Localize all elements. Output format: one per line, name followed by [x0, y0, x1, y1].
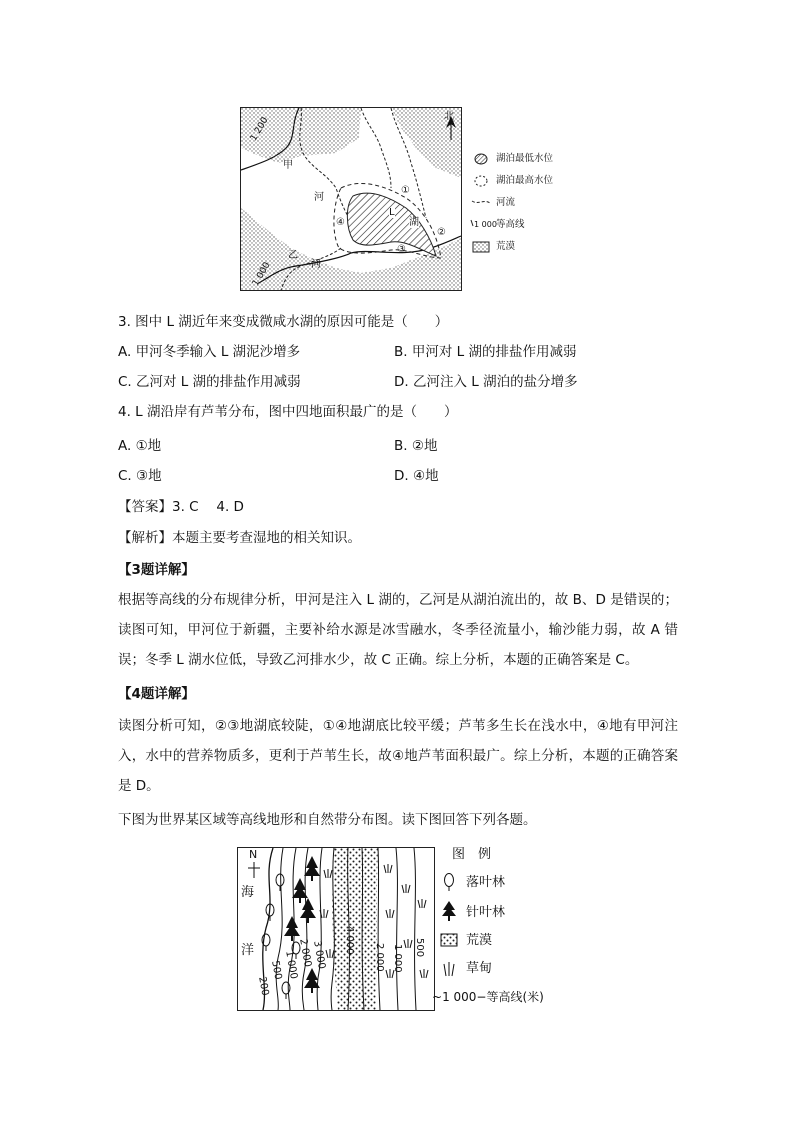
contour-label-1000: 1 000 [251, 260, 273, 288]
contour-label-500-east: 500 [414, 938, 425, 958]
river-jia-label: 甲 [283, 160, 293, 171]
river-yi-he-label: 河 [311, 259, 321, 270]
q4-stem: 4. L 湖沿岸有芦苇分布，图中四地面积最广的是（ ） [118, 404, 458, 420]
river-tributary-1 [361, 108, 391, 188]
grass-icon [326, 949, 334, 958]
contour-label-4000: 4 000 [344, 926, 355, 955]
contour-label-3000-west: 3 000 [311, 939, 327, 970]
contour-map-legend [432, 847, 568, 1007]
site-3-label: ③ [397, 244, 406, 255]
contour-2000-east [378, 848, 380, 1010]
legend-title: 图 例 [452, 847, 492, 862]
answer-line: 【答案】3. C 4. D [118, 499, 244, 515]
q4-option-c: C. ③地 [118, 468, 162, 484]
intro-line: 下图为世界某区域等高线地形和自然带分布图。读下图回答下列各题。 [118, 812, 537, 828]
contour-map-figure [237, 847, 435, 1011]
river-line-icon [470, 196, 492, 210]
grass-icon [320, 909, 328, 918]
hatched-circle-icon [470, 152, 492, 166]
contour-label-1000-east: 1 000 [392, 944, 403, 973]
legend-contour-value: 1 000 [442, 990, 477, 1004]
contour-label-1200: 1 200 [249, 115, 271, 143]
q4-option-d: D. ④地 [394, 468, 439, 484]
conifer-tree-icon [441, 901, 457, 921]
grass-icon [386, 909, 394, 918]
site-1-label: ① [401, 185, 410, 196]
legend-desert-label: 荒漠 [466, 933, 493, 948]
lake-label-l: L [389, 207, 395, 218]
contour-500-east [414, 848, 416, 1010]
desert-dots-icon [440, 933, 458, 947]
contour-label-2000-west: 2 000 [297, 937, 313, 968]
contour-1000-east [396, 848, 398, 1010]
north-label: 北 [444, 111, 454, 122]
grass-icon [418, 899, 426, 908]
conifer-tree-icon [284, 916, 300, 941]
site-4-label: ④ [336, 217, 345, 228]
q3-detail-heading: 【3题详解】 [118, 562, 195, 578]
dashed-circle-icon [470, 174, 492, 188]
dotted-box-icon [470, 240, 492, 254]
q3-stem: 3. 图中 L 湖近年来变成微咸水湖的原因可能是（ ） [118, 314, 449, 330]
grass-icon [402, 884, 410, 893]
grass-icon [442, 959, 456, 977]
legend-conifer-label: 针叶林 [466, 905, 506, 920]
grass-icon [324, 869, 332, 878]
grass-icon [404, 939, 412, 948]
q3-option-a: A. 甲河冬季输入 L 湖泥沙增多 [118, 344, 301, 360]
desert-band [332, 848, 378, 1010]
broadleaf-tree-icon [442, 873, 456, 891]
q4-detail-heading: 【4题详解】 [118, 686, 195, 702]
q3-option-c: C. 乙河对 L 湖的排盐作用减弱 [118, 374, 301, 390]
q4-detail-text: 读图分析可知，②③地湖底较陡，①④地湖底比较平缓；芦苇多生长在浅水中，④地有甲河注入，水中的营养物质多，更利于芦苇生长，故④地芦苇面积最广。综上分析，本题的正确答案是 D。 [118, 718, 678, 794]
contour-label-2000-east: 2 000 [374, 943, 385, 972]
lake-lowest-level [347, 193, 436, 256]
contour-label-500-west: 500 [269, 959, 284, 981]
lake-label-hu: 湖 [409, 217, 419, 228]
river-yi-label: 乙 [288, 250, 298, 261]
sea-label-2: 洋 [241, 943, 255, 958]
lake-map-figure [240, 107, 462, 291]
legend-contour-label: 等高线(米) [486, 990, 544, 1004]
river-jia-he-label: 河 [314, 192, 324, 203]
legend-contour-value: 1 000 [474, 220, 497, 229]
broadleaf-tree-icon [276, 874, 284, 891]
analysis-line: 【解析】本题主要考查湿地的相关知识。 [118, 530, 361, 546]
q3-option-b: B. 甲河对 L 湖的排盐作用减弱 [394, 344, 577, 360]
conifer-tree-icon [300, 898, 316, 923]
legend-grass-label: 草甸 [466, 961, 493, 976]
q4-option-a: A. ①地 [118, 438, 162, 454]
site-2-label: ② [437, 227, 446, 238]
q3-detail-text: 根据等高线的分布规律分析，甲河是注入 L 湖的，乙河是从湖泊流出的，故 B、D 是错误的；读图可知，甲河位于新疆，主要补给水源是冰雪融水，冬季径流量小，输沙能力弱，故 A 错误；冬季 L 湖水位低，导致乙河排水少，故 C 正确。综上分析，本题的正确答案是 C。 [118, 592, 678, 668]
legend-deciduous-label: 落叶林 [466, 875, 506, 890]
lake-map-drawing [241, 108, 461, 290]
grass-icon [420, 969, 428, 978]
contour-label-200: 200 [256, 975, 271, 997]
sea-label-1: 海 [241, 885, 255, 900]
north-label: N [249, 848, 258, 861]
legend-contour-line: ~1 000−等高线(米) [432, 990, 544, 1004]
document-page: 北 1 200 1 000 甲 河 乙 河 L 湖 ① ② ③ ④ 湖泊最低水位 湖泊最高水位 河流 1 000 等高线 荒漠 3. 图中 L 湖近年来变成微咸水湖的原因可能是（ ） A. 甲河冬季输入 L 湖泥沙增多 B. 甲河对 L 湖的排盐作用减弱 C. 乙河对 L 湖的排盐作用减弱 D. 乙河注入 L 湖泊的盐分增多 4. L 湖沿岸有芦苇分布，图中四地面积最广的是（ ） A. ①地 B. ②地 C. ③地 D. ④地 【答案】3. C 4. D 【解析】本题主要考查湿地的相关知识。 【3题详解】 根据等高线的分布规律分析，甲河是注入 L 湖的，乙河是从湖泊流出的，故 B、D 是错误的；读图可知，甲河位于新疆，主要补给水源是冰雪融水，冬季径流量小，输沙能力弱，故 A 错误；冬季 L 湖水位低，导致乙河排水少，故 C 正确。综上分析，本题的正确答案是 C。 【4题详解】 读图分析可知，②③地湖底较陡，①④地湖底比较平缓；芦苇多生长在浅水中，④地有甲河注入，水中的营养物质多，更利于芦苇生长，故④地芦苇面积最广。综上分析，本题的正确答案是 D。 下图为世界某区域等高线地形和自然带分布图。读下图回答下列各题。 N 海 洋 200 500 1 000 2 000 3 000 4 000 2 000 1 000 500 图 例 落叶林 针叶林 荒漠 草甸 ~1 000−等高线(米) [0, 0, 794, 1123]
q3-option-d: D. 乙河注入 L 湖泊的盐分增多 [394, 374, 578, 390]
contour-label-1000-west: 1 000 [283, 949, 299, 980]
q4-option-b: B. ②地 [394, 438, 438, 454]
grass-icon [384, 864, 392, 873]
